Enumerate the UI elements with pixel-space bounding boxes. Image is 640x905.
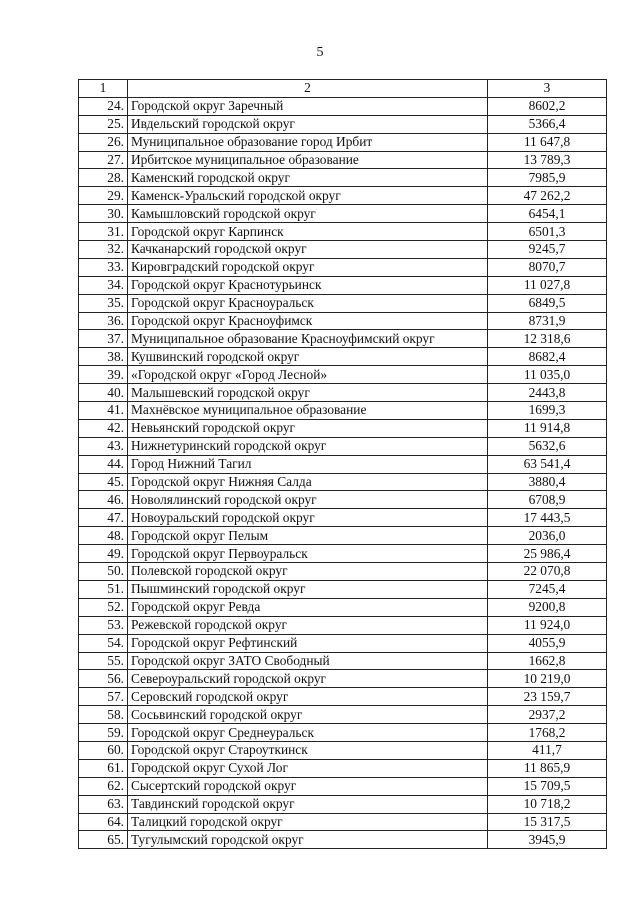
municipality-name-cell: Тугулымский городской округ xyxy=(128,831,488,849)
municipality-name-cell: Городской округ Рефтинский xyxy=(128,634,488,652)
municipality-name-cell: Муниципальное образование Красноуфимский округ xyxy=(128,330,488,348)
table-row xyxy=(79,724,607,742)
amount-cell: 15 317,5 xyxy=(488,813,607,831)
page-number: 5 xyxy=(316,45,324,60)
table-row xyxy=(79,223,607,241)
amount-cell: 25 986,4 xyxy=(488,545,607,563)
row-number-cell: 35. xyxy=(79,294,128,312)
municipality-name-cell: Качканарский городской округ xyxy=(128,241,488,259)
amount-cell: 10 718,2 xyxy=(488,795,607,813)
row-number-cell: 41. xyxy=(79,402,128,420)
row-number-cell: 49. xyxy=(79,545,128,563)
amount-cell: 11 914,8 xyxy=(488,419,607,437)
table-row xyxy=(79,759,607,777)
row-number-cell: 54. xyxy=(79,634,128,652)
municipality-name-cell: Тавдинский городской округ xyxy=(128,795,488,813)
amount-cell: 2937,2 xyxy=(488,706,607,724)
amount-cell: 6849,5 xyxy=(488,294,607,312)
row-number-cell: 36. xyxy=(79,312,128,330)
table-row xyxy=(79,473,607,491)
row-number-cell: 26. xyxy=(79,133,128,151)
header-cell-name: 2 xyxy=(128,80,488,98)
municipality-name-cell: Каменск-Уральский городской округ xyxy=(128,187,488,205)
amount-cell: 1662,8 xyxy=(488,652,607,670)
table-row xyxy=(79,598,607,616)
municipality-name-cell: Режевской городской округ xyxy=(128,616,488,634)
municipality-name-cell: Пышминский городской округ xyxy=(128,580,488,598)
row-number-cell: 30. xyxy=(79,205,128,223)
table-row xyxy=(79,455,607,473)
amount-cell: 2443,8 xyxy=(488,384,607,402)
municipality-name-cell: Городской округ Красноуфимск xyxy=(128,312,488,330)
amount-cell: 3880,4 xyxy=(488,473,607,491)
amount-cell: 6708,9 xyxy=(488,491,607,509)
table-row xyxy=(79,580,607,598)
table-row xyxy=(79,545,607,563)
municipality-name-cell: Городской округ Краснотурьинск xyxy=(128,276,488,294)
row-number-cell: 53. xyxy=(79,616,128,634)
row-number-cell: 25. xyxy=(79,115,128,133)
amount-cell: 6454,1 xyxy=(488,205,607,223)
row-number-cell: 38. xyxy=(79,348,128,366)
municipality-name-cell: Городской округ Староуткинск xyxy=(128,741,488,759)
amount-cell: 8731,9 xyxy=(488,312,607,330)
table-row xyxy=(79,509,607,527)
table-row xyxy=(79,151,607,169)
amount-cell: 12 318,6 xyxy=(488,330,607,348)
table-row xyxy=(79,187,607,205)
table-row xyxy=(79,491,607,509)
table-row xyxy=(79,115,607,133)
municipality-name-cell: Городской округ ЗАТО Свободный xyxy=(128,652,488,670)
row-number-cell: 24. xyxy=(79,97,128,115)
municipality-name-cell: Сосьвинский городской округ xyxy=(128,706,488,724)
row-number-cell: 55. xyxy=(79,652,128,670)
row-number-cell: 47. xyxy=(79,509,128,527)
amount-cell: 22 070,8 xyxy=(488,563,607,581)
amount-cell: 8682,4 xyxy=(488,348,607,366)
table-row xyxy=(79,795,607,813)
table-row xyxy=(79,384,607,402)
amount-cell: 3945,9 xyxy=(488,831,607,849)
amount-cell: 5632,6 xyxy=(488,437,607,455)
table-body xyxy=(79,80,607,849)
row-number-cell: 63. xyxy=(79,795,128,813)
amount-cell: 11 027,8 xyxy=(488,276,607,294)
table-row xyxy=(79,348,607,366)
row-number-cell: 60. xyxy=(79,741,128,759)
row-number-cell: 58. xyxy=(79,706,128,724)
municipality-name-cell: Сысертский городской округ xyxy=(128,777,488,795)
table-row xyxy=(79,437,607,455)
table-row xyxy=(79,563,607,581)
municipality-name-cell: Городской округ Пелым xyxy=(128,527,488,545)
amount-cell: 10 219,0 xyxy=(488,670,607,688)
row-number-cell: 64. xyxy=(79,813,128,831)
amount-cell: 7245,4 xyxy=(488,580,607,598)
amount-cell: 63 541,4 xyxy=(488,455,607,473)
municipality-name-cell: Городской округ Ревда xyxy=(128,598,488,616)
municipality-name-cell: Кировградский городской округ xyxy=(128,258,488,276)
amount-cell: 11 865,9 xyxy=(488,759,607,777)
amount-cell: 11 035,0 xyxy=(488,366,607,384)
amount-cell: 9200,8 xyxy=(488,598,607,616)
amount-cell: 13 789,3 xyxy=(488,151,607,169)
municipality-name-cell: Ирбитское муниципальное образование xyxy=(128,151,488,169)
municipality-name-cell: Городской округ Сухой Лог xyxy=(128,759,488,777)
municipality-name-cell: Городской округ Красноуральск xyxy=(128,294,488,312)
row-number-cell: 28. xyxy=(79,169,128,187)
municipality-name-cell: Городской округ Первоуральск xyxy=(128,545,488,563)
table-row xyxy=(79,133,607,151)
amount-cell: 5366,4 xyxy=(488,115,607,133)
table-row xyxy=(79,205,607,223)
row-number-cell: 56. xyxy=(79,670,128,688)
table-row xyxy=(79,616,607,634)
municipality-name-cell: Нижнетуринский городской округ xyxy=(128,437,488,455)
municipality-name-cell: Городской округ Карпинск xyxy=(128,223,488,241)
amount-cell: 1768,2 xyxy=(488,724,607,742)
row-number-cell: 42. xyxy=(79,419,128,437)
row-number-cell: 50. xyxy=(79,563,128,581)
amount-cell: 8602,2 xyxy=(488,97,607,115)
row-number-cell: 61. xyxy=(79,759,128,777)
municipality-name-cell: Североуральский городской округ xyxy=(128,670,488,688)
municipality-name-cell: Кушвинский городской округ xyxy=(128,348,488,366)
row-number-cell: 31. xyxy=(79,223,128,241)
table-row xyxy=(79,169,607,187)
row-number-cell: 57. xyxy=(79,688,128,706)
amount-cell: 1699,3 xyxy=(488,402,607,420)
row-number-cell: 62. xyxy=(79,777,128,795)
row-number-cell: 33. xyxy=(79,258,128,276)
amount-cell: 17 443,5 xyxy=(488,509,607,527)
table-row xyxy=(79,276,607,294)
table-row xyxy=(79,366,607,384)
row-number-cell: 51. xyxy=(79,580,128,598)
amount-cell: 6501,3 xyxy=(488,223,607,241)
amount-cell: 23 159,7 xyxy=(488,688,607,706)
municipality-name-cell: Муниципальное образование город Ирбит xyxy=(128,133,488,151)
row-number-cell: 34. xyxy=(79,276,128,294)
municipality-name-cell: Малышевский городской округ xyxy=(128,384,488,402)
table-row xyxy=(79,652,607,670)
row-number-cell: 29. xyxy=(79,187,128,205)
amount-cell: 15 709,5 xyxy=(488,777,607,795)
amount-cell: 47 262,2 xyxy=(488,187,607,205)
row-number-cell: 37. xyxy=(79,330,128,348)
municipality-name-cell: Городской округ Нижняя Салда xyxy=(128,473,488,491)
table-row xyxy=(79,312,607,330)
row-number-cell: 65. xyxy=(79,831,128,849)
row-number-cell: 52. xyxy=(79,598,128,616)
table-row xyxy=(79,402,607,420)
table-row xyxy=(79,634,607,652)
table-row xyxy=(79,688,607,706)
row-number-cell: 48. xyxy=(79,527,128,545)
municipality-name-cell: «Городской округ «Город Лесной» xyxy=(128,366,488,384)
table-row xyxy=(79,813,607,831)
amount-cell: 11 924,0 xyxy=(488,616,607,634)
row-number-cell: 46. xyxy=(79,491,128,509)
row-number-cell: 27. xyxy=(79,151,128,169)
row-number-cell: 43. xyxy=(79,437,128,455)
municipality-name-cell: Полевской городской округ xyxy=(128,563,488,581)
municipality-name-cell: Новолялинский городской округ xyxy=(128,491,488,509)
table-row xyxy=(79,527,607,545)
municipality-name-cell: Камышловский городской округ xyxy=(128,205,488,223)
municipality-name-cell: Серовский городской округ xyxy=(128,688,488,706)
municipality-name-cell: Городской округ Заречный xyxy=(128,97,488,115)
header-cell-value: 3 xyxy=(488,80,607,98)
municipality-name-cell: Новоуральский городской округ xyxy=(128,509,488,527)
table-row xyxy=(79,97,607,115)
municipality-name-cell: Каменский городской округ xyxy=(128,169,488,187)
amount-cell: 9245,7 xyxy=(488,241,607,259)
amount-cell: 2036,0 xyxy=(488,527,607,545)
table-row xyxy=(79,777,607,795)
row-number-cell: 40. xyxy=(79,384,128,402)
amount-cell: 4055,9 xyxy=(488,634,607,652)
table-row xyxy=(79,831,607,849)
row-number-cell: 32. xyxy=(79,241,128,259)
amount-cell: 411,7 xyxy=(488,741,607,759)
table-row xyxy=(79,706,607,724)
amount-cell: 11 647,8 xyxy=(488,133,607,151)
row-number-cell: 44. xyxy=(79,455,128,473)
table-row xyxy=(79,241,607,259)
row-number-cell: 45. xyxy=(79,473,128,491)
municipality-name-cell: Ивдельский городской округ xyxy=(128,115,488,133)
table-row xyxy=(79,258,607,276)
table-row xyxy=(79,294,607,312)
municipality-table xyxy=(78,79,607,849)
table-row xyxy=(79,419,607,437)
table-row xyxy=(79,670,607,688)
table-row xyxy=(79,330,607,348)
table-row xyxy=(79,741,607,759)
municipality-name-cell: Городской округ Среднеуральск xyxy=(128,724,488,742)
municipality-name-cell: Город Нижний Тагил xyxy=(128,455,488,473)
amount-cell: 7985,9 xyxy=(488,169,607,187)
amount-cell: 8070,7 xyxy=(488,258,607,276)
row-number-cell: 59. xyxy=(79,724,128,742)
municipality-name-cell: Невьянский городской округ xyxy=(128,419,488,437)
table-header-row xyxy=(79,80,607,98)
header-cell-number: 1 xyxy=(79,80,128,98)
municipality-name-cell: Махнёвское муниципальное образование xyxy=(128,402,488,420)
row-number-cell: 39. xyxy=(79,366,128,384)
municipality-name-cell: Талицкий городской округ xyxy=(128,813,488,831)
